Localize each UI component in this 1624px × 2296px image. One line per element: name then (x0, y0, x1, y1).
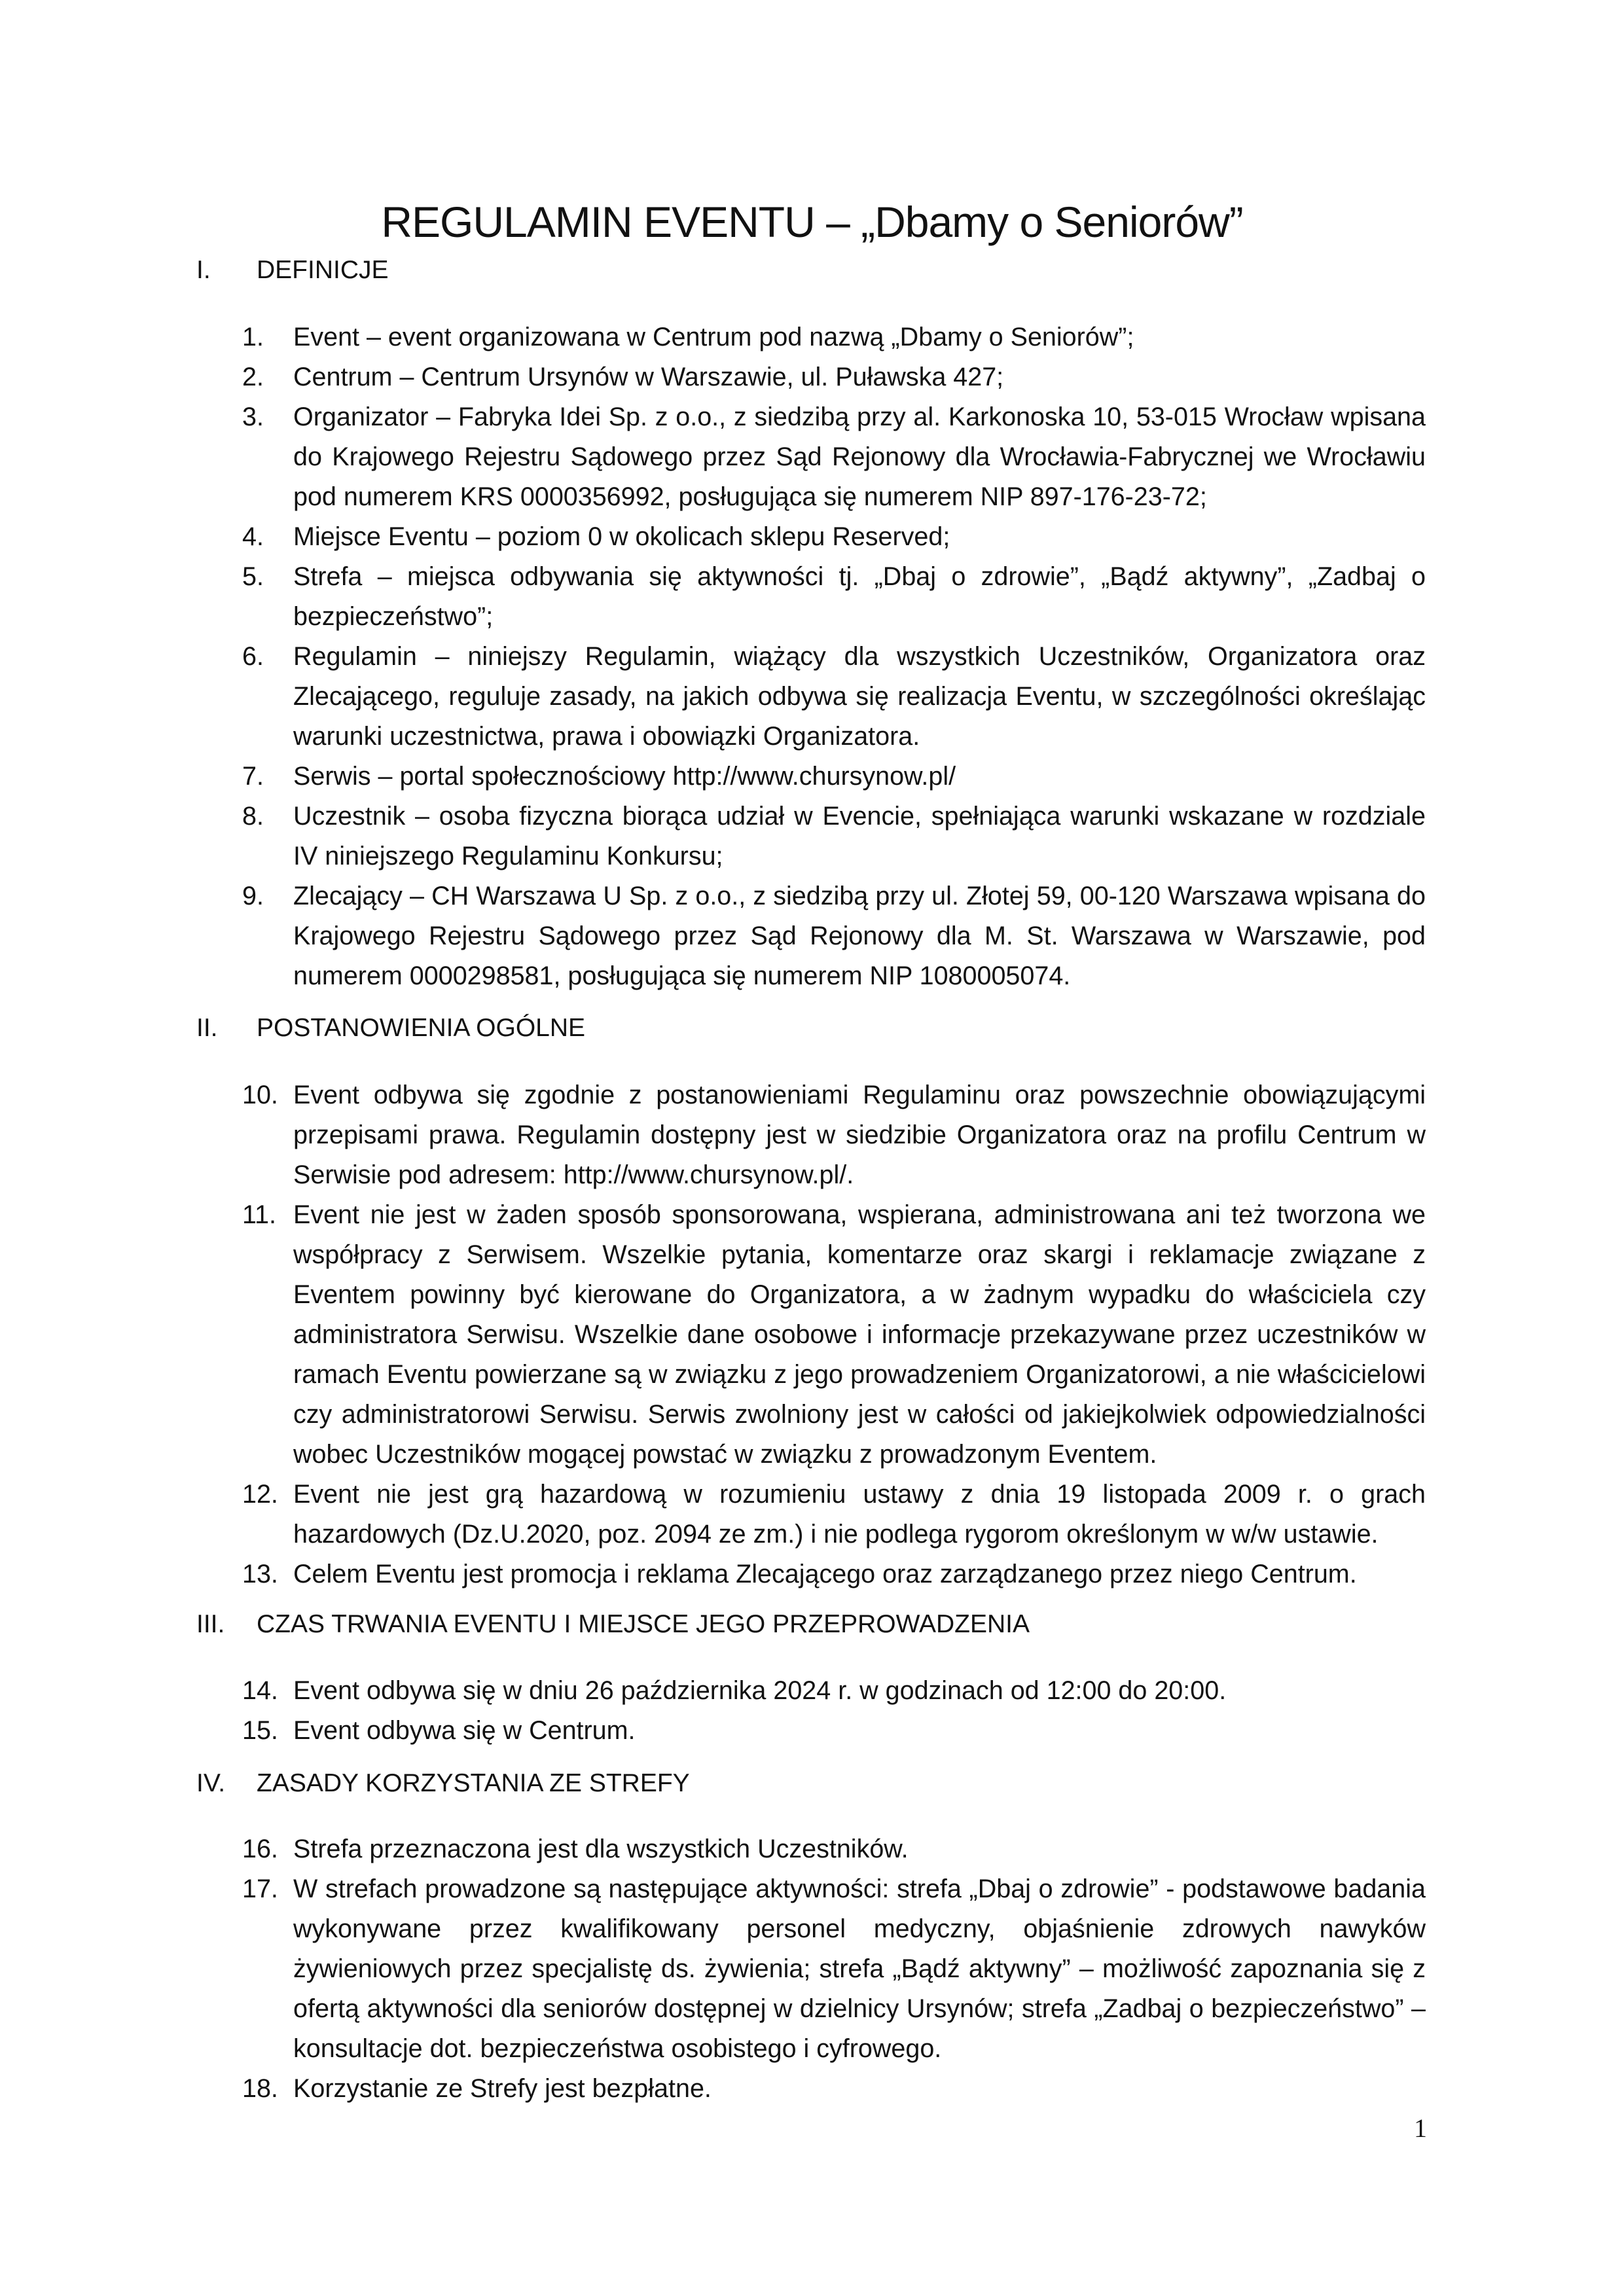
item-number: 5. (242, 562, 264, 591)
list-item (242, 1869, 1426, 2069)
item-number: 7. (242, 762, 264, 791)
item-number: 3. (242, 403, 264, 431)
item-text: Strefa przeznaczona jest dla wszystkich Uczestników. (293, 1835, 909, 1863)
item-number: 15. (242, 1716, 278, 1745)
defined-term: Zlecający (293, 882, 403, 910)
list-item (242, 517, 1426, 557)
list-item (242, 1075, 1426, 1195)
section-number: IV. (196, 1769, 226, 1797)
section-heading-zone-rules (196, 1768, 690, 1799)
section-title: ZASADY KORZYSTANIA ZE STREFY (257, 1769, 690, 1797)
list-item (242, 797, 1426, 876)
defined-term: Miejsce Eventu (293, 522, 469, 551)
item-text: – Fabryka Idei Sp. z o.o., z siedzibą przy al. Karkonoska 10, 53-015 Wrocław wpisana do Krajowego Rejestru Sądowego przez Sąd Rejonowy dla Wrocławia-Fabrycznej we Wrocławiu pod numerem KRS 0000356992, posługująca się numerem NIP 897-176-23-72; (293, 403, 1426, 511)
item-text: Korzystanie ze Strefy jest bezpłatne. (293, 2074, 712, 2103)
item-text: – poziom 0 w okolicach sklepu Reserved; (468, 522, 950, 551)
item-number: 2. (242, 363, 264, 391)
item-text: – niniejszy Regulamin, wiążący dla wszystkich Uczestników, Organizatora oraz Zlecającego, reguluje zasady, na jakich odbywa się realizacja Eventu, w szczególności określając warunki uczestnictwa, prawa i obowiązki Organizatora. (293, 642, 1426, 751)
defined-term: Event (293, 323, 360, 351)
list-item (242, 357, 1426, 397)
item-text: – event organizowana w Centrum pod nazwą „Dbamy o Seniorów”; (359, 323, 1134, 351)
list-item (242, 397, 1426, 517)
section-heading-general (196, 1013, 585, 1044)
section-heading-duration-place (196, 1609, 1030, 1640)
defined-term: Organizator (293, 403, 429, 431)
list-item (242, 876, 1426, 996)
item-text: – osoba fizyczna biorąca udział w Evencie, spełniająca warunki wskazane w rozdziale IV niniejszego Regulaminu Konkursu; (293, 802, 1426, 870)
item-text: Event odbywa się w Centrum. (293, 1716, 636, 1745)
general-provisions-list (242, 1075, 1426, 1594)
item-text: Event nie jest w żaden sposób sponsorowana, wspierana, administrowana ani też tworzona we współpracy z Serwisem. Wszelkie pytania, komentarze oraz skargi i reklamacje związane z Eventem powinny być kierowane do Organizatora, a w żadnym wypadku do właściciela czy administratora Serwisu. Wszelkie dane osobowe i informacje przekazywane przez uczestników w ramach Eventu powierzane są w związku z jego prowadzeniem Organizatorowi, a nie właścicielowi czy administratorowi Serwisu. Serwis zwolniony jest w całości od jakiejkolwiek odpowiedzialności wobec Uczestników mogącej powstać w związku z prowadzonym Eventem. (293, 1200, 1426, 1469)
item-text: W strefach prowadzone są następujące aktywności: strefa „Dbaj o zdrowie” - podstawowe badania wykonywane przez kwalifikowany personel medyczny, objaśnienie zdrowych nawyków żywieniowych przez specjalistę ds. żywienia; strefa „Bądź aktywny” – możliwość zapoznania się z ofertą aktywności dla seniorów dostępnej w dzielnicy Ursynów; strefa „Zadbaj o bezpieczeństwo” – konsultacje dot. bezpieczeństwa osobistego i cyfrowego. (293, 1874, 1426, 2063)
item-text: – miejsca odbywania się aktywności tj. „Dbaj o zdrowie”, „Bądź aktywny”, „Zadbaj o bezpieczeństwo”; (293, 562, 1426, 631)
item-text: Event odbywa się zgodnie z postanowieniami Regulaminu oraz powszechnie obowiązującymi przepisami prawa. Regulamin dostępny jest w siedzibie Organizatora oraz na profilu Centrum w Serwisie pod adresem: http://www.chursynow.pl/. (293, 1081, 1426, 1189)
item-text: Event nie jest grą hazardową w rozumieniu ustawy z dnia 19 listopada 2009 r. o grach hazardowych (Dz.U.2020, poz. 2094 ze zm.) i nie podlega rygorom określonym w w/w ustawie. (293, 1480, 1426, 1549)
list-item (242, 557, 1426, 637)
item-number: 12. (242, 1480, 278, 1509)
item-number: 6. (242, 642, 264, 671)
page-number: 1 (1414, 2113, 1427, 2143)
list-item (242, 2069, 1426, 2109)
item-text: – portal społecznościowy http://www.chursynow.pl/ (370, 762, 956, 791)
section-number: III. (196, 1610, 225, 1638)
item-number: 14. (242, 1676, 278, 1705)
item-number: 8. (242, 802, 264, 831)
item-text: – Centrum Ursynów w Warszawie, ul. Puławska 427; (392, 363, 1004, 391)
item-number: 16. (242, 1835, 278, 1863)
list-item (242, 1195, 1426, 1475)
section-title: POSTANOWIENIA OGÓLNE (257, 1014, 586, 1042)
defined-term: Strefa (293, 562, 363, 591)
item-number: 17. (242, 1874, 278, 1903)
list-item (242, 317, 1426, 357)
duration-place-list (242, 1671, 1426, 1751)
item-number: 4. (242, 522, 264, 551)
definitions-list (242, 317, 1426, 996)
list-item (242, 757, 1426, 797)
defined-term: Serwis (293, 762, 371, 791)
item-text: Celem Eventu jest promocja i reklama Zlecającego oraz zarządzanego przez niego Centrum. (293, 1560, 1357, 1588)
item-number: 1. (242, 323, 264, 351)
item-text: Event odbywa się w dniu 26 października 2024 r. w godzinach od 12:00 do 20:00. (293, 1676, 1227, 1705)
list-item (242, 1711, 1426, 1751)
item-number: 10. (242, 1081, 278, 1109)
list-item (242, 1475, 1426, 1554)
section-number: II. (196, 1014, 218, 1042)
item-number: 9. (242, 882, 264, 910)
list-item (242, 1671, 1426, 1711)
section-title: CZAS TRWANIA EVENTU I MIEJSCE JEGO PRZEPROWADZENIA (257, 1610, 1030, 1638)
list-item (242, 1829, 1426, 1869)
item-text: – CH Warszawa U Sp. z o.o., z siedzibą przy ul. Złotej 59, 00-120 Warszawa wpisana do Krajowego Rejestru Sądowego przez Sąd Rejonowy dla M. St. Warszawa w Warszawie, pod numerem 0000298581, posługująca się numerem NIP 1080005074. (293, 882, 1426, 990)
defined-term: Uczestnik (293, 802, 406, 831)
defined-term: Regulamin (293, 642, 417, 671)
section-title: DEFINICJE (257, 256, 389, 284)
section-heading-definitions (196, 255, 389, 286)
list-item (242, 1554, 1426, 1594)
zone-rules-list (242, 1829, 1426, 2109)
document-title: REGULAMIN EVENTU – „Dbamy o Seniorów” (381, 198, 1243, 246)
item-number: 18. (242, 2074, 278, 2103)
list-item (242, 637, 1426, 757)
item-number: 13. (242, 1560, 278, 1588)
item-number: 11. (242, 1200, 276, 1229)
section-number: I. (196, 256, 211, 284)
defined-term: Centrum (293, 363, 393, 391)
